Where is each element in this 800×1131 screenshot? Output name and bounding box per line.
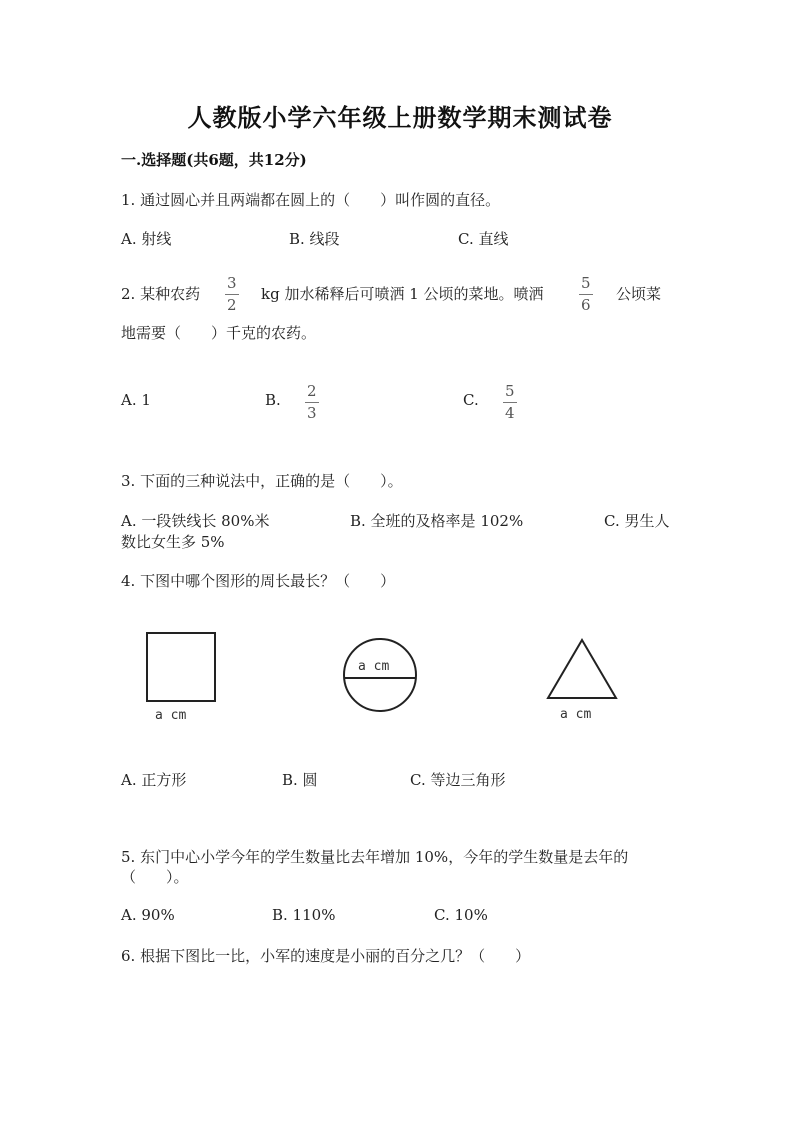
question-2-option-c: C.	[463, 391, 479, 409]
fraction-numerator: 3	[227, 274, 237, 292]
question-1-option-c: C. 直线	[458, 230, 509, 248]
question-5-option-c: C. 10%	[434, 906, 488, 924]
question-4-option-a: A. 正方形	[121, 771, 187, 789]
square-side-label: a cm	[155, 708, 187, 723]
question-1-option-a: A. 射线	[121, 230, 172, 248]
fraction-denominator: 2	[227, 296, 237, 314]
question-5-option-a: A. 90%	[121, 906, 175, 924]
fraction-numerator: 2	[307, 382, 317, 400]
question-2-part1: 2. 某种农药	[121, 285, 201, 303]
page-title: 人教版小学六年级上册数学期末测试卷	[187, 103, 613, 132]
fraction-denominator: 3	[307, 404, 317, 422]
question-2-option-c-fraction	[503, 384, 517, 421]
question-6-stem: 6. 根据下图比一比，小军的速度是小丽的百分之几？（ ）	[121, 947, 531, 965]
question-2-fraction-1	[225, 276, 239, 313]
triangle-side-label: a cm	[560, 707, 592, 722]
question-2-part3: 公顷菜	[616, 285, 662, 303]
question-2-fraction-2	[579, 276, 593, 313]
question-2-line2: 地需要（ ）千克的农药。	[121, 324, 317, 342]
question-3-option-b: B. 全班的及格率是 102%	[350, 512, 524, 530]
square-shape	[147, 633, 215, 701]
fraction-denominator: 6	[581, 296, 591, 314]
circle-shape	[344, 639, 416, 711]
triangle-shape	[548, 640, 616, 698]
section-heading: 一.选择题(共6题，共12分)	[121, 151, 307, 169]
question-5-line2: （ ）。	[121, 868, 189, 886]
fraction-numerator: 5	[505, 382, 515, 400]
question-3-option-a: A. 一段铁线长 80%米	[121, 512, 270, 530]
question-2-part2: kg 加水稀释后可喷洒 1 公顷的菜地。喷洒	[261, 285, 544, 303]
question-1-stem: 1. 通过圆心并且两端都在圆上的（ ）叫作圆的直径。	[121, 191, 501, 209]
question-4-figures	[120, 620, 680, 730]
circle-diameter-label: a cm	[358, 659, 390, 674]
question-1-option-b: B. 线段	[289, 230, 340, 248]
fraction-denominator: 4	[505, 404, 515, 422]
question-2-option-b: B.	[265, 391, 281, 409]
fraction-numerator: 5	[581, 274, 591, 292]
question-2-option-a: A. 1	[121, 391, 151, 409]
question-2-option-b-fraction	[305, 384, 319, 421]
question-5-option-b: B. 110%	[272, 906, 336, 924]
question-5-line1: 5. 东门中心小学今年的学生数量比去年增加 10%，今年的学生数量是去年的	[121, 848, 629, 866]
question-3-option-c-continued: 数比女生多 5%	[121, 533, 225, 551]
question-4-option-b: B. 圆	[282, 771, 318, 789]
question-3-stem: 3. 下面的三种说法中，正确的是（ ）。	[121, 472, 403, 490]
question-4-option-c: C. 等边三角形	[410, 771, 506, 789]
question-4-stem: 4. 下图中哪个图形的周长最长？（ ）	[121, 572, 396, 590]
question-3-option-c: C. 男生人	[604, 512, 670, 530]
